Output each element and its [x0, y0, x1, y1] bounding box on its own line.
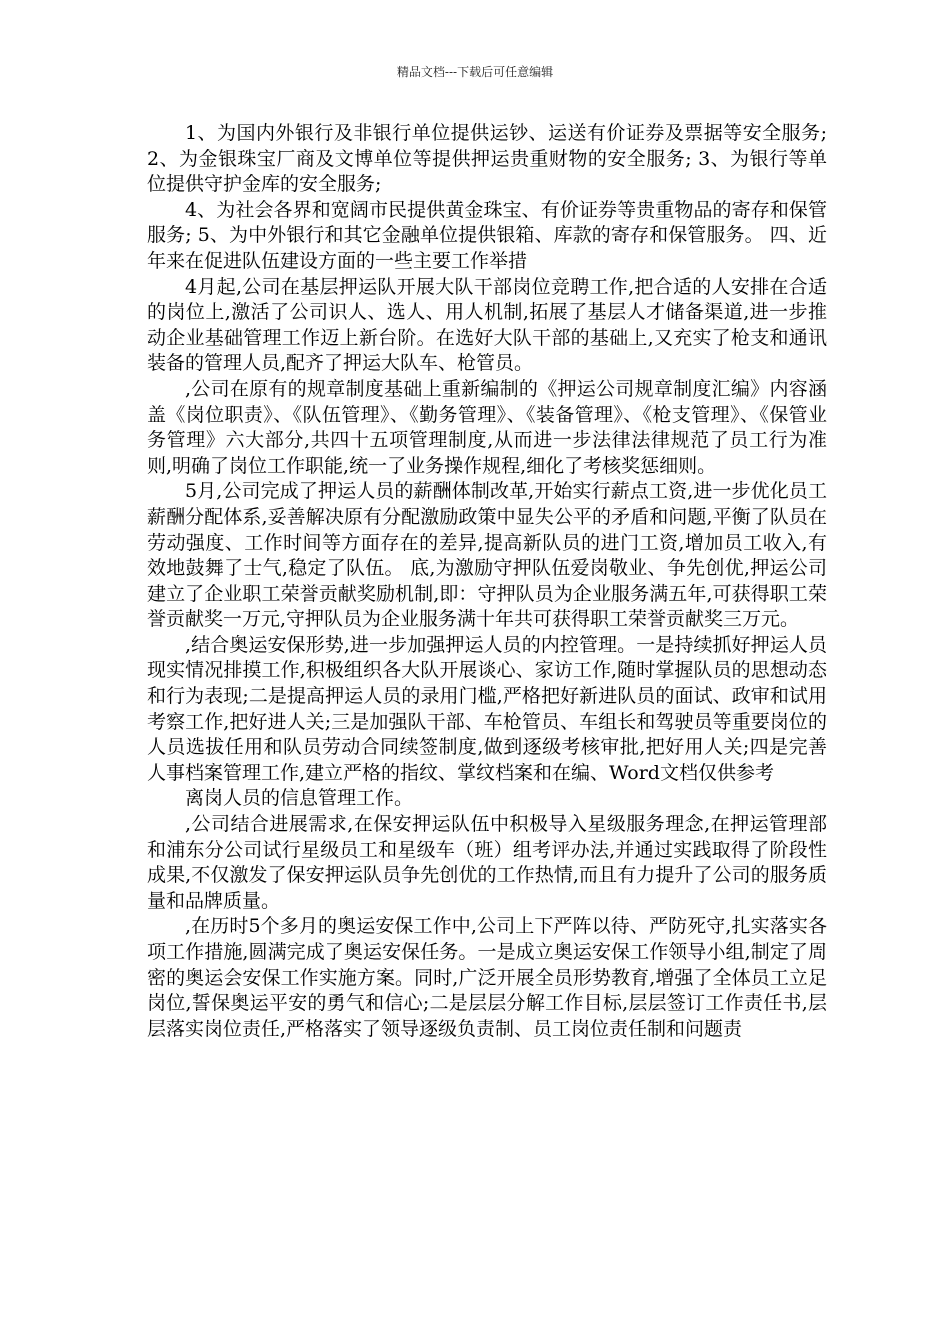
paragraph: 离岗人员的信息管理工作。 [185, 787, 414, 810]
paragraph: ,结合奥运安保形势,进一步加强押运人员的内控管理。一是持续抓好押运人员现实情况排摸工作,积极组织各大队开展谈心、家访工作,随时掌握队员的思想动态和行为表现;二是提高押运人员的录用门槛,严格把好新进队员的面试、政审和试用考察工作,把好进人关;三是加强队干部、车枪管员、车组长和驾驶员等重要岗位的人员选拔任用和队员劳动合同续签制度,做到逐级考核审批,把好用人关;四是完善人事档案管理工作,建立严格的指纹、掌纹档案和在编、Word文档仅供参考 [147, 633, 827, 784]
document-body [147, 121, 827, 1042]
paragraph: 5月,公司完成了押运人员的薪酬体制改革,开始实行薪点工资,进一步优化员工薪酬分配体系,妥善解决原有分配激励政策中显失公平的矛盾和问题,平衡了队员在劳动强度、工作时间等方面存在的差异,提高新队员的进门工资,增加员工收入,有效地鼓舞了士气,稳定了队伍。 底,为激励守押队伍爱岗敬业、争先创优,押运公司建立了企业职工荣誉贡献奖励机制,即：守押队员为企业服务满五年,可获得职工荣誉贡献奖一万元,守押队员为企业服务满十年共可获得职工荣誉贡献奖三万元。 [147, 480, 827, 631]
paragraph: 4月起,公司在基层押运队开展大队干部岗位竞聘工作,把合适的人安排在合适的岗位上,激活了公司识人、选人、用人机制,拓展了基层人才储备渠道,进一步推动企业基础管理工作迈上新台阶。在选好大队干部的基础上,又充实了枪支和通讯装备的管理人员,配齐了押运大队车、枪管员。 [147, 275, 827, 375]
page-header: 精品文档---下载后可任意编辑 [396, 65, 554, 79]
paragraph: 1、为国内外银行及非银行单位提供运钞、运送有价证券及票据等安全服务; 2、为金银珠宝厂商及文博单位等提供押运贵重财物的安全服务; 3、为银行等单位提供守护金库的安全服务; [147, 122, 827, 196]
paragraph: ,公司结合进展需求,在保安押运队伍中积极导入星级服务理念,在押运管理部和浦东分公司试行星级员工和星级车（班）组考评办法,并通过实践取得了阶段性成果,不仅激发了保安押运队员争先创优的工作热情,而且有力提升了公司的服务质量和品牌质量。 [147, 813, 827, 912]
paragraph: ,公司在原有的规章制度基础上重新编制的《押运公司规章制度汇编》内容涵盖《岗位职责》、《队伍管理》、《勤务管理》、《装备管理》、《枪支管理》、《保管业务管理》六大部分,共四十五项管理制度,从而进一步法律法律规范了员工行为准则,明确了岗位工作职能,统一了业务操作规程,细化了考核奖惩细则。 [147, 377, 827, 477]
paragraph: ,在历时5个多月的奥运安保工作中,公司上下严阵以待、严防死守,扎实落实各项工作措施,圆满完成了奥运安保任务。一是成立奥运安保工作领导小组,制定了周密的奥运会安保工作实施方案。同时,广泛开展全员形势教育,增强了全体员工立足岗位,誓保奥运平安的勇气和信心;二是层层分解工作目标,层层签订工作责任书,层层落实岗位责任,严格落实了领导逐级负责制、员工岗位责任制和问题责 [147, 915, 827, 1040]
paragraph: 4、为社会各界和宽阔市民提供黄金珠宝、有价证券等贵重物品的寄存和保管服务; 5、为中外银行和其它金融单位提供银箱、库款的寄存和保管服务。 四、近年来在促进队伍建设方面的一些主要工作举措 [147, 198, 827, 272]
